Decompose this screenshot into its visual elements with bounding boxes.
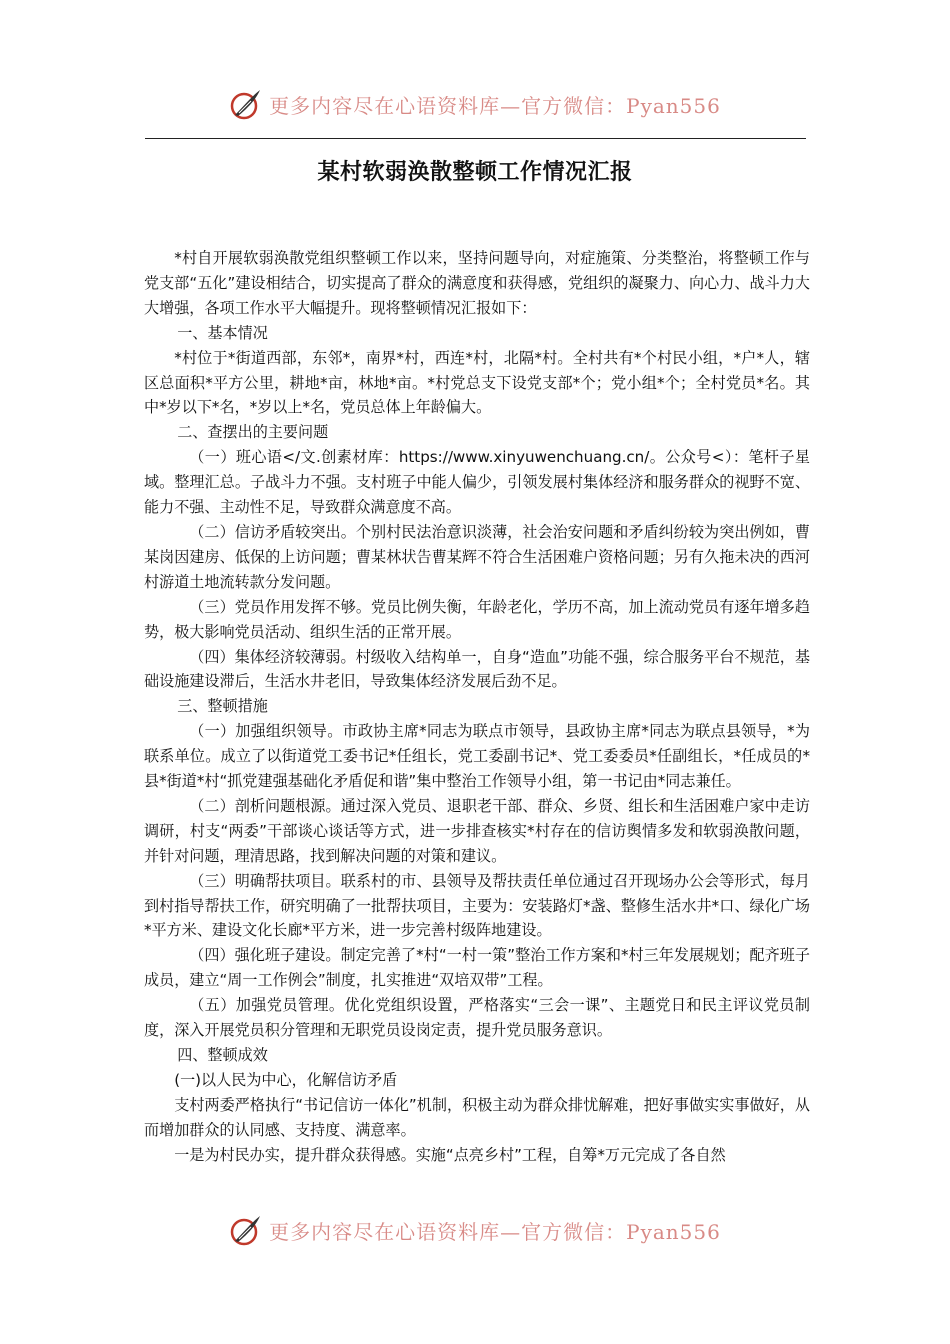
subsection-heading: (一)以人民为中心，化解信访矛盾 <box>174 1070 398 1089</box>
watermark-banner-bottom <box>0 1210 950 1250</box>
paragraph: *村自开展软弱涣散党组织整顿工作以来，坚持问题导向，对症施策、分类整治，将整顿工作与党支部“五化”建设相结合，切实提高了群众的满意度和获得感，党组织的凝聚力、向心力、战斗力大大增强，各项工作水平大幅提升。现将整顿情况汇报如下： <box>144 249 810 317</box>
document-body <box>144 246 810 1168</box>
paragraph: （三）党员作用发挥不够。党员比例失衡，年龄老化，学历不高，加上流动党员有逐年增多趋势，极大影响党员活动、组织生活的正常开展。 <box>144 597 810 641</box>
watermark-banner-top <box>0 84 950 124</box>
watermark-text: 更多内容尽在心语资料库—官方微信：Pyan556 <box>269 1219 721 1244</box>
paragraph: （五）加强党员管理。优化党组织设置，严格落实“三会一课”、主题党日和民主评议党员制度，深入开展党员积分管理和无职党员设岗定责，提升党员服务意识。 <box>144 996 810 1040</box>
section-heading: 二、查摆出的主要问题 <box>177 423 329 442</box>
paragraph: （二）信访矛盾较突出。个别村民法治意识淡薄，社会治安问题和矛盾纠纷较为突出例如，曹某岗因建房、低保的上访问题；曹某林状告曹某辉不符合生活困难户资格问题；另有久拖未决的西河村游道土地流转款分发问题。 <box>144 522 810 591</box>
paragraph: （二）剖析问题根源。通过深入党员、退职老干部、群众、乡贤、组长和生活困难户家中走访调研，村支“两委”干部谈心谈话等方式，进一步排查核实*村存在的信访舆情多发和软弱涣散问题，并针对问题，理清思路，找到解决问题的对策和建议。 <box>144 796 810 865</box>
quill-pen-logo-icon <box>229 87 263 121</box>
paragraph: *村位于*街道西部，东邻*，南界*村，西连*村，北隔*村。全村共有*个村民小组，*户*人，辖区总面积*平方公里，耕地*亩，林地*亩。*村党总支下设党支部*个；党小组*个；全村党员*名。其中*岁以下*名，*岁以上*名，党员总体上年龄偏大。 <box>144 348 810 417</box>
paragraph: （四）强化班子建设。制定完善了*村“一村一策”整治工作方案和*村三年发展规划；配齐班子成员，建立“周一工作例会”制度，扎实推进“双培双带”工程。 <box>144 946 810 990</box>
paragraph: 支村两委严格执行“书记信访一体化”机制，积极主动为群众排忧解难，把好事做实实事做好，从而增加群众的认同感、支持度、满意率。 <box>144 1095 810 1139</box>
paragraph: 一是为村民办实，提升群众获得感。实施“点亮乡村”工程，自筹*万元完成了各自然 <box>174 1145 726 1164</box>
section-heading: 三、整顿措施 <box>177 697 268 716</box>
quill-pen-logo-icon <box>229 1213 263 1247</box>
header-divider <box>145 138 806 139</box>
paragraph: （一）班心语</文.创素材库：https://www.xinyuwenchuang.cn/。公众号<）：笔杆子星域。整理汇总。子战斗力不强。支村班子中能人偏少，引领发展村集体经济和服务群众的视野不宽、能力不强、主动性不足，导致群众满意度不高。 <box>144 448 810 517</box>
section-heading: 一、基本情况 <box>177 323 268 342</box>
paragraph: （一）加强组织领导。市政协主席*同志为联点市领导，县政协主席*同志为联点县领导，*为联系单位。成立了以街道党工委书记*任组长，党工委副书记*、党工委委员*任副组长，*任成员的*县*街道*村“抓党建强基础化矛盾促和谐”集中整治工作领导小组，第一书记由*同志兼任。 <box>144 722 810 791</box>
section-heading: 四、整顿成效 <box>177 1046 268 1064</box>
paragraph: （四）集体经济较薄弱。村级收入结构单一，自身“造血”功能不强，综合服务平台不规范，基础设施建设滞后，生活水井老旧，导致集体经济发展后劲不足。 <box>144 647 810 691</box>
document-title: 某村软弱涣散整顿工作情况汇报 <box>317 160 633 185</box>
watermark-text: 更多内容尽在心语资料库—官方微信：Pyan556 <box>269 93 721 118</box>
paragraph: （三）明确帮扶项目。联系村的市、县领导及帮扶责任单位通过召开现场办公会等形式，每月到村指导帮扶工作，研究明确了一批帮扶项目，主要为：安装路灯*盏、整修生活水井*口、绿化广场*平方米、建设文化长廊*平方米，进一步完善村级阵地建设。 <box>144 871 810 940</box>
